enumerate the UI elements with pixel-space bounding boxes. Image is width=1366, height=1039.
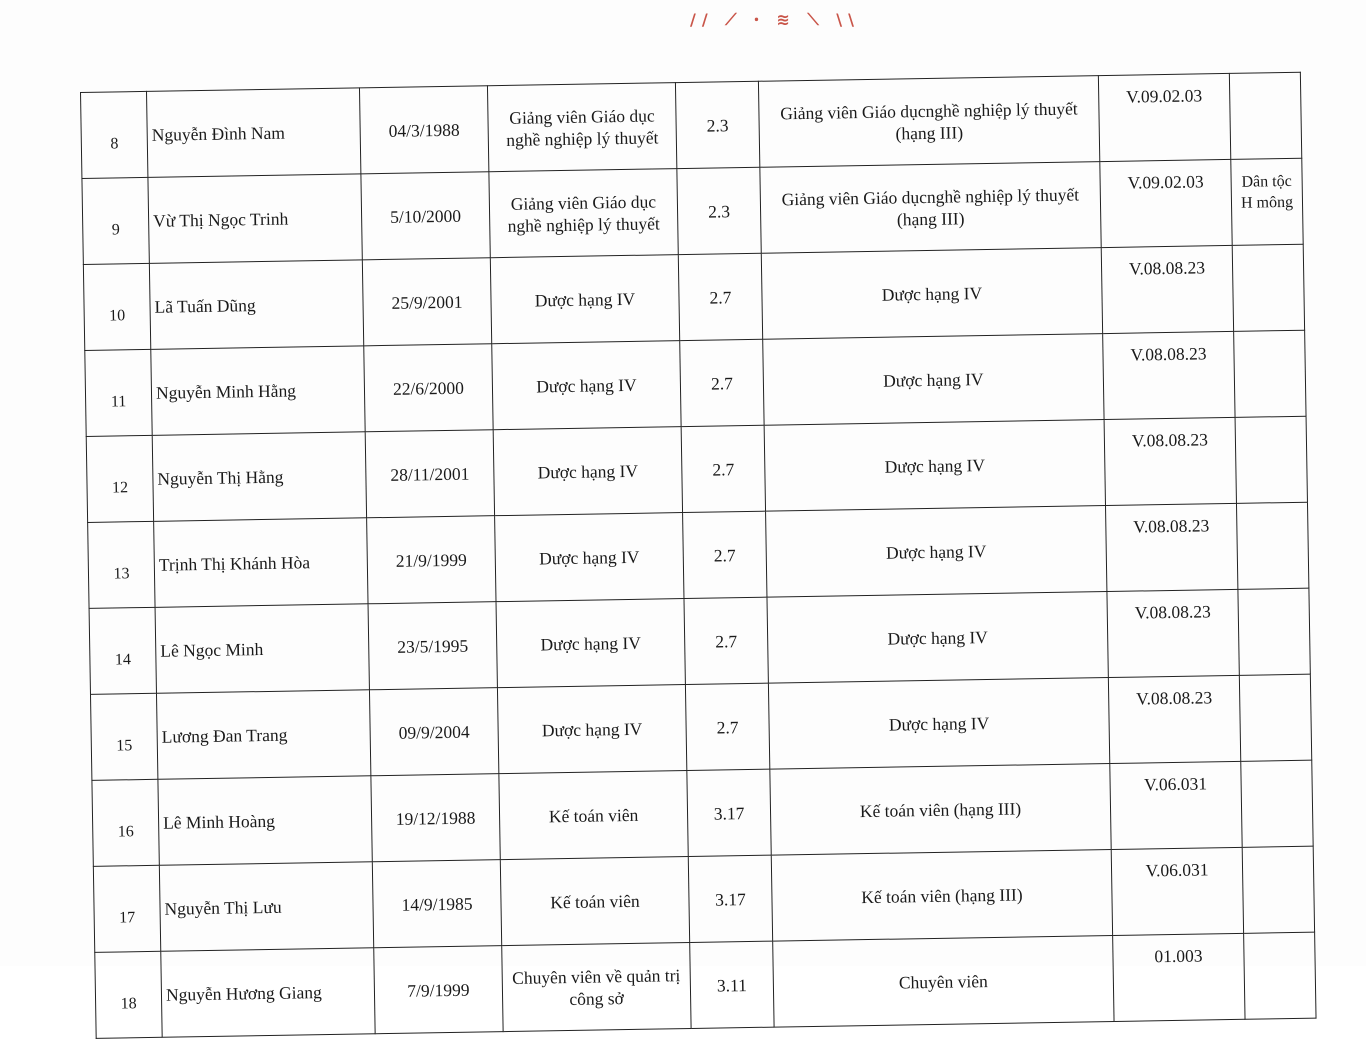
row-number-cell: 18 (95, 951, 162, 1038)
rank-title-cell: Dược hạng IV (768, 678, 1109, 770)
date-of-birth-cell: 21/9/1999 (367, 516, 496, 604)
note-cell (1238, 588, 1310, 675)
rank-title-cell: Giảng viên Giáo dụcnghề nghiệp lý thuyết (hạng III) (758, 76, 1099, 168)
date-of-birth-cell: 28/11/2001 (365, 430, 494, 518)
note-cell (1235, 416, 1307, 503)
date-of-birth-cell: 7/9/1999 (374, 946, 503, 1034)
note-cell (1239, 674, 1311, 761)
rank-title-cell: Kế toán viên (hạng III) (771, 850, 1112, 942)
row-number-cell: 8 (81, 91, 148, 178)
position-title-cell: Kế toán viên (499, 771, 688, 860)
rank-code-cell: V.06.031 (1110, 761, 1242, 849)
position-title-cell: Dược hạng IV (496, 599, 685, 688)
salary-coefficient-cell: 2.7 (681, 425, 765, 512)
note-cell (1244, 932, 1316, 1019)
row-number-cell: 13 (88, 521, 155, 608)
employee-name-cell: Trịnh Thị Khánh Hòa (154, 518, 368, 608)
personnel-table (80, 72, 1317, 1039)
salary-coefficient-cell: 3.17 (688, 855, 772, 942)
position-title-cell: Dược hạng IV (492, 341, 681, 430)
employee-name-cell: Vừ Thị Ngọc Trinh (148, 174, 362, 264)
employee-name-cell: Nguyễn Thị Lưu (159, 862, 373, 952)
rank-title-cell: Dược hạng IV (763, 334, 1104, 426)
position-title-cell: Giảng viên Giáo dục nghề nghiệp lý thuyết (489, 169, 678, 258)
rank-title-cell: Dược hạng IV (766, 506, 1107, 598)
position-title-cell: Chuyên viên về quản trị công sở (502, 943, 691, 1032)
salary-coefficient-cell: 2.7 (683, 511, 767, 598)
rank-code-cell: V.08.08.23 (1103, 331, 1235, 419)
rank-code-cell: V.08.08.23 (1108, 675, 1240, 763)
rank-title-cell: Kế toán viên (hạng III) (770, 764, 1111, 856)
employee-name-cell: Nguyễn Hương Giang (161, 948, 375, 1038)
rank-code-cell: V.08.08.23 (1107, 589, 1239, 677)
rank-title-cell: Dược hạng IV (767, 592, 1108, 684)
position-title-cell: Dược hạng IV (493, 427, 682, 516)
employee-name-cell: Nguyễn Đình Nam (146, 88, 360, 178)
date-of-birth-cell: 25/9/2001 (362, 258, 491, 346)
position-title-cell: Dược hạng IV (495, 513, 684, 602)
employee-name-cell: Lê Ngọc Minh (155, 604, 369, 694)
employee-name-cell: Lã Tuấn Dũng (149, 260, 363, 350)
date-of-birth-cell: 04/3/1988 (359, 86, 488, 174)
date-of-birth-cell: 14/9/1985 (372, 860, 501, 948)
salary-coefficient-cell: 2.7 (678, 253, 762, 340)
salary-coefficient-cell: 2.3 (675, 81, 759, 168)
rank-title-cell: Chuyên viên (773, 935, 1114, 1027)
note-cell (1236, 502, 1308, 589)
row-number-cell: 10 (83, 263, 150, 350)
note-cell (1242, 846, 1314, 933)
row-number-cell: 16 (92, 779, 159, 866)
salary-coefficient-cell: 2.7 (685, 683, 769, 770)
salary-coefficient-cell: 3.17 (687, 769, 771, 856)
position-title-cell: Dược hạng IV (497, 685, 686, 774)
note-cell (1241, 760, 1313, 847)
rank-code-cell: 01.003 (1113, 933, 1245, 1021)
row-number-cell: 12 (86, 435, 153, 522)
position-title-cell: Giảng viên Giáo dục nghề nghiệp lý thuyết (487, 83, 676, 172)
rank-code-cell: V.09.02.03 (1098, 73, 1230, 161)
position-title-cell: Dược hạng IV (490, 255, 679, 344)
note-cell (1229, 72, 1301, 159)
employee-name-cell: Nguyễn Thị Hằng (152, 432, 366, 522)
date-of-birth-cell: 5/10/2000 (361, 172, 490, 260)
date-of-birth-cell: 19/12/1988 (371, 774, 500, 862)
rank-code-cell: V.08.08.23 (1104, 417, 1236, 505)
position-title-cell: Kế toán viên (500, 857, 689, 946)
salary-coefficient-cell: 2.7 (684, 597, 768, 684)
note-cell (1234, 330, 1306, 417)
row-number-cell: 9 (82, 177, 149, 264)
salary-coefficient-cell: 3.11 (690, 941, 774, 1028)
red-stamp-mark: // ⟋ ꞏ ≋ ⟍ \\ (690, 10, 860, 29)
date-of-birth-cell: 22/6/2000 (364, 344, 493, 432)
rank-title-cell: Dược hạng IV (764, 420, 1105, 512)
row-number-cell: 14 (89, 607, 156, 694)
row-number-cell: 17 (93, 865, 160, 952)
employee-name-cell: Lương Đan Trang (156, 690, 370, 780)
rank-code-cell: V.06.031 (1111, 847, 1243, 935)
rank-code-cell: V.08.08.23 (1105, 503, 1237, 591)
note-cell: Dân tộc H mông (1231, 158, 1303, 245)
salary-coefficient-cell: 2.3 (677, 167, 761, 254)
row-number-cell: 15 (90, 693, 157, 780)
personnel-table-wrapper (80, 72, 1317, 1039)
date-of-birth-cell: 09/9/2004 (369, 688, 498, 776)
date-of-birth-cell: 23/5/1995 (368, 602, 497, 690)
note-cell (1232, 244, 1304, 331)
rank-title-cell: Giảng viên Giáo dụcnghề nghiệp lý thuyết (hạng III) (760, 162, 1101, 254)
employee-name-cell: Nguyễn Minh Hằng (151, 346, 365, 436)
rank-title-cell: Dược hạng IV (761, 248, 1102, 340)
employee-name-cell: Lê Minh Hoàng (158, 776, 372, 866)
rank-code-cell: V.09.02.03 (1100, 159, 1232, 247)
salary-coefficient-cell: 2.7 (680, 339, 764, 426)
rank-code-cell: V.08.08.23 (1101, 245, 1233, 333)
personnel-table-body (81, 72, 1317, 1038)
row-number-cell: 11 (85, 349, 152, 436)
